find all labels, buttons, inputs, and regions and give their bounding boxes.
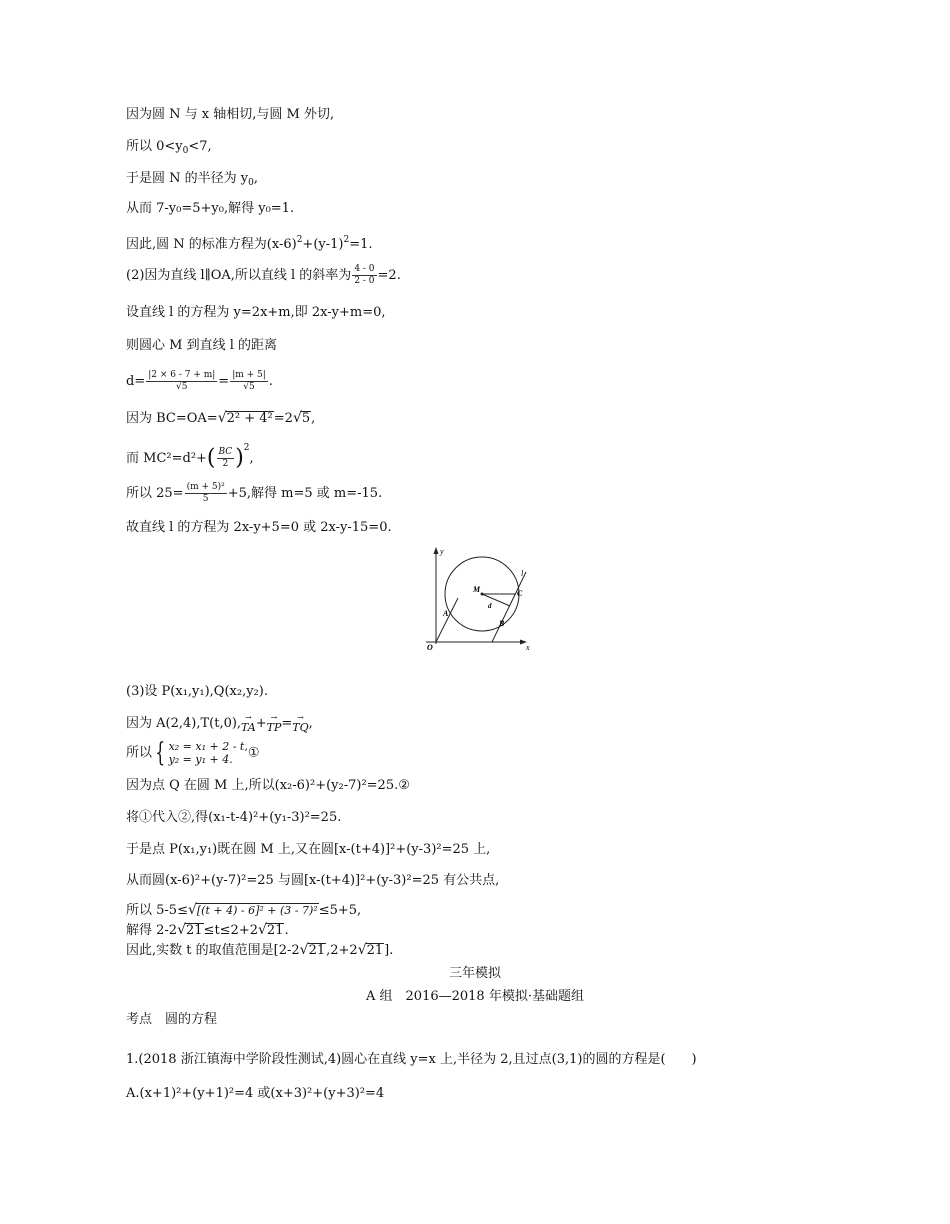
line-22: [126, 922, 289, 939]
radical-sign: √: [187, 902, 197, 918]
line-7: 设直线 l 的方程为 y=2x+m,即 2x-y+m=0,: [126, 305, 386, 320]
label-m: M: [473, 585, 481, 594]
segment-md: [482, 594, 510, 606]
superscript: 2: [296, 235, 303, 245]
text: ,2+2: [326, 943, 358, 958]
label-y: y: [440, 547, 444, 556]
line-12: [126, 482, 382, 505]
text: =: [281, 716, 293, 731]
fraction: [217, 447, 235, 470]
radicand: 21: [266, 923, 284, 938]
text: ,: [308, 716, 313, 731]
vector: [241, 714, 256, 733]
text: =: [218, 374, 230, 389]
numerator: |m + 5|: [232, 370, 266, 380]
superscript: 2: [243, 443, 250, 453]
numerator: BC: [218, 447, 233, 457]
equation-2: y₂ = y₁ + 4.: [168, 753, 233, 766]
denominator: √5: [230, 381, 268, 393]
option-a: A.(x+1)²+(y+1)²=4 或(x+3)²+(y+3)²=4: [126, 1086, 385, 1101]
text: 而 MC²=d²+: [126, 451, 207, 466]
radicand: 21: [308, 943, 326, 958]
vector-arrow: →: [245, 713, 252, 722]
radicand: 21: [186, 923, 203, 938]
denominator: 2: [217, 458, 235, 470]
text: 因为 A(2,4),T(t,0),: [126, 716, 242, 731]
text: 因此,实数 t 的取值范围是[2-2: [126, 943, 300, 958]
text: <7,: [188, 139, 212, 154]
text: .: [284, 923, 289, 938]
text: .: [268, 374, 273, 389]
radicand: [(t + 4) - 6]² + (3 - 7)²: [196, 904, 318, 917]
equation-1: x₂ = x₁ + 2 - t,: [168, 740, 248, 753]
line-8: 则圆心 M 到直线 l 的距离: [126, 338, 277, 353]
label-a: A: [443, 609, 449, 618]
vector-label: TQ: [292, 721, 309, 734]
label-o: O: [427, 643, 433, 652]
text: ①: [247, 745, 260, 761]
vector-arrow: →: [270, 713, 278, 722]
text: 因为 BC=OA=: [126, 411, 218, 426]
point-m: [481, 593, 484, 596]
radical-sign: √: [217, 410, 227, 426]
numerator: |2 × 6 - 7 + m|: [148, 370, 216, 380]
equation-system: [169, 740, 248, 766]
line-9: [126, 370, 273, 393]
text: 所以 5-5≤: [126, 903, 188, 918]
text: (2)因为直线 l∥OA,所以直线 l 的斜率为: [126, 268, 352, 283]
text: ,: [253, 171, 258, 186]
numerator: 4 - 0: [354, 264, 375, 274]
circle-tangent-figure: [418, 544, 538, 652]
text: 因此,圆 N 的标准方程为(x-6): [126, 237, 297, 252]
line-10: [126, 410, 315, 427]
denominator: 5: [185, 493, 227, 505]
numerator: (m + 5)²: [186, 482, 225, 492]
line-11: [126, 440, 254, 470]
line-21: [126, 902, 361, 919]
radical-sign: √: [357, 942, 367, 958]
radicand: 21: [366, 943, 384, 958]
brace: {: [155, 738, 166, 768]
line-13: 故直线 l 的方程为 2x-y+5=0 或 2x-y-15=0.: [126, 520, 392, 535]
fraction: [352, 264, 376, 287]
paren: (: [206, 445, 216, 471]
line-17: 因为点 Q 在圆 M 上,所以(x₂-6)²+(y₂-7)²=25.②: [126, 778, 410, 793]
line-1: 因为圆 N 与 x 轴相切,与圆 M 外切,: [126, 107, 335, 122]
paren: ): [235, 445, 244, 471]
label-l: l: [521, 569, 524, 578]
denominator: √5: [146, 381, 217, 393]
text: ].: [384, 943, 394, 958]
text: ,: [311, 411, 316, 426]
line-19: 于是点 P(x₁,y₁)既在圆 M 上,又在圆[x-(t+4)]²+(y-3)²=25 上,: [126, 842, 491, 857]
text: ≤t≤2+2: [203, 923, 258, 938]
text: 所以: [126, 745, 153, 761]
line-3: [126, 171, 258, 191]
line-l: [492, 572, 526, 642]
radical-sign: √: [292, 410, 302, 426]
line-5: [126, 232, 373, 253]
line-20: 从而圆(x-6)²+(y-7)²=25 与圆[x-(t+4)]²+(y-3)²=25 有公共点,: [126, 873, 500, 888]
vector-arrow: →: [297, 713, 304, 722]
text: +: [255, 716, 267, 731]
radicand: 2² + 4²: [226, 411, 273, 426]
fraction: [185, 482, 227, 505]
denominator: 2 - 0: [354, 276, 375, 286]
text: =1.: [349, 237, 373, 252]
radical-sign: √: [299, 942, 309, 958]
line-23: [126, 942, 393, 959]
subsection-heading: A 组 2016—2018 年模拟·基础题组: [366, 989, 584, 1004]
line-18: 将①代入②,得(x₁-t-4)²+(y₁-3)²=25.: [126, 810, 342, 825]
text: 所以 0<y: [126, 139, 183, 154]
vector: [267, 714, 282, 733]
text: ,: [249, 451, 254, 466]
text: =2.: [377, 268, 401, 283]
y-axis-arrow: [434, 547, 439, 554]
label-c: C: [517, 589, 523, 598]
vector-label: TP: [266, 721, 282, 734]
radical-sign: √: [258, 922, 267, 938]
vector-label: TA: [241, 721, 256, 734]
text: +5,解得 m=5 或 m=-15.: [227, 486, 383, 501]
line-14: (3)设 P(x₁,y₁),Q(x₂,y₂).: [126, 684, 268, 699]
text: d=: [126, 374, 146, 389]
subscript: 0: [182, 146, 189, 156]
topic-label: 考点 圆的方程: [126, 1012, 218, 1027]
line-4: 从而 7-y₀=5+y₀,解得 y₀=1.: [126, 201, 295, 216]
text: 所以 25=: [126, 486, 184, 501]
label-b: B: [499, 619, 505, 628]
vector: [292, 714, 308, 733]
line-6: [126, 264, 401, 287]
line-2: [126, 139, 212, 159]
text: ≤5+5,: [318, 903, 362, 918]
text: 解得 2-2: [126, 923, 178, 938]
section-heading: 三年模拟: [448, 966, 501, 981]
superscript: 2: [343, 235, 350, 245]
line-15: [126, 714, 313, 733]
fraction: [230, 370, 268, 393]
label-d: d: [488, 602, 492, 610]
text: +(y-1): [302, 237, 344, 252]
radical-sign: √: [177, 922, 186, 938]
radicand: 5: [301, 411, 311, 426]
text: 于是圆 N 的半径为 y: [126, 171, 249, 186]
fraction: [146, 370, 217, 393]
subscript: 0: [248, 178, 254, 188]
text: =2: [273, 411, 293, 426]
label-x: x: [526, 643, 530, 652]
line-16: [126, 740, 260, 766]
question-1: 1.(2018 浙江镇海中学阶段性测试,4)圆心在直线 y=x 上,半径为 2,且过点(3,1)的圆的方程是( ): [126, 1052, 697, 1067]
